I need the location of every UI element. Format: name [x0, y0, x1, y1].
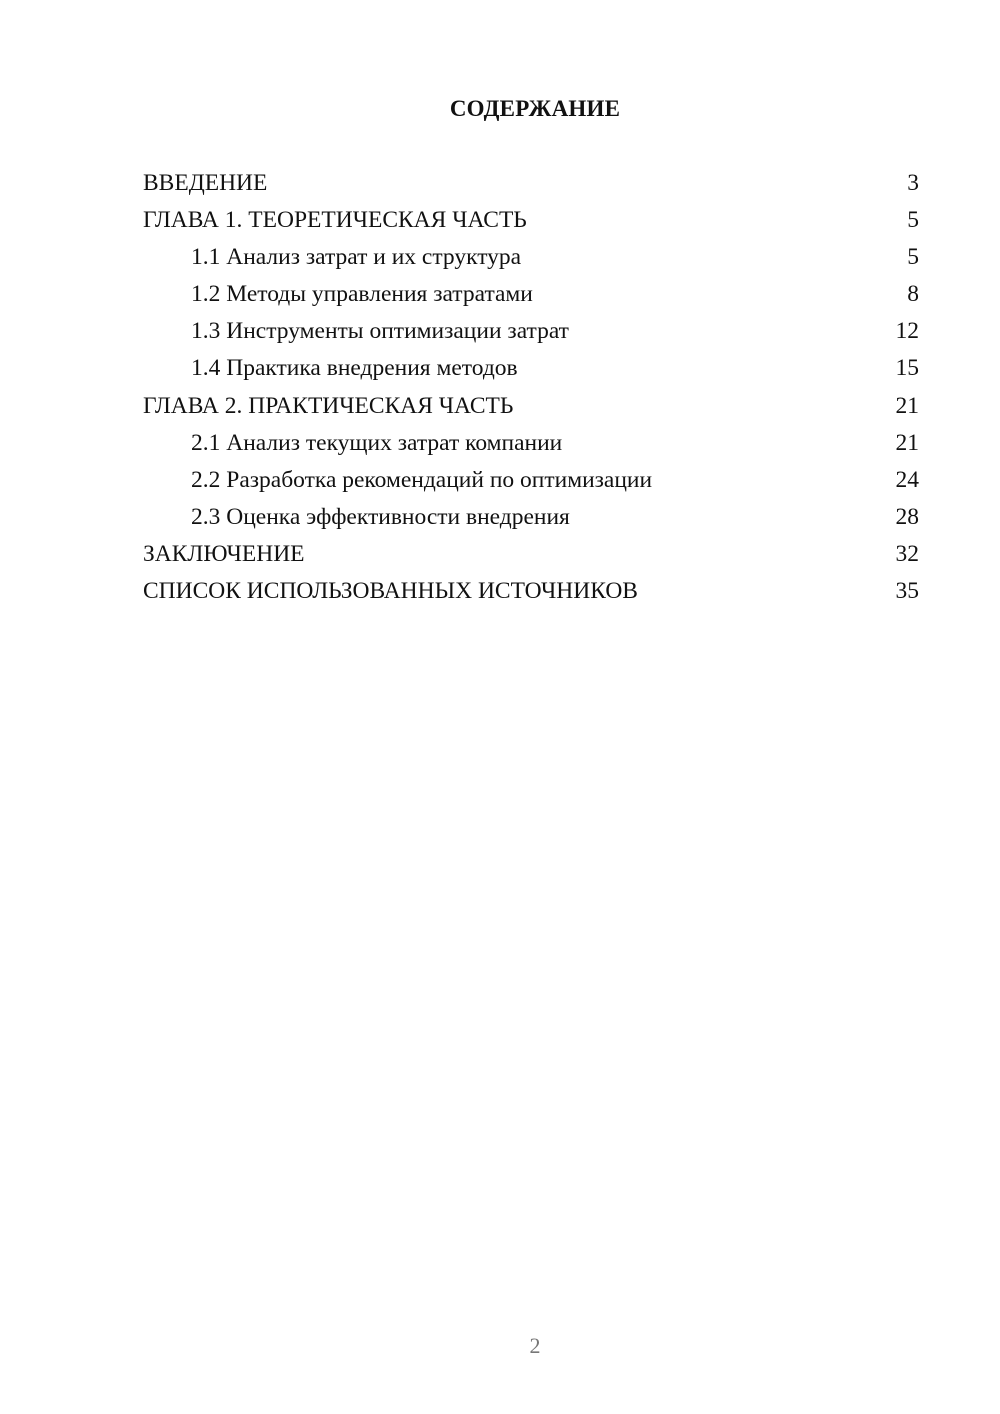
toc-entry-section-2-2[interactable]	[143, 462, 919, 499]
toc-entry-introduction[interactable]	[143, 165, 919, 202]
toc-entry-page: 35	[895, 578, 919, 605]
toc-entry-label: СПИСОК ИСПОЛЬЗОВАННЫХ ИСТОЧНИКОВ	[143, 578, 638, 605]
toc-entry-section-1-2[interactable]	[143, 276, 919, 313]
toc-entry-page: 8	[907, 281, 919, 308]
toc-entry-page: 5	[907, 207, 919, 234]
toc-entry-label: 1.3 Инструменты оптимизации затрат	[191, 318, 569, 345]
toc-entry-page: 32	[895, 540, 919, 567]
toc-entry-page: 3	[907, 170, 919, 196]
toc-entry-page: 21	[895, 429, 919, 456]
toc-entry-conclusion[interactable]	[143, 536, 919, 573]
toc-entry-label: 1.2 Методы управления затратами	[191, 281, 533, 308]
toc-entry-page: 15	[895, 355, 919, 382]
toc-entry-label: 1.1 Анализ затрат и их структура	[191, 244, 522, 271]
toc-entry-page: 24	[895, 466, 919, 493]
toc-entry-references[interactable]	[143, 573, 919, 610]
toc-entry-label: 2.1 Анализ текущих затрат компании	[191, 429, 563, 456]
toc-entry-page: 12	[895, 318, 919, 345]
toc-entry-page: 21	[895, 392, 919, 419]
toc-entry-label: 2.3 Оценка эффективности внедрения	[191, 503, 570, 530]
toc-entry-label: 2.2 Разработка рекомендаций по оптимизации	[191, 466, 653, 493]
table-of-contents	[143, 165, 919, 610]
toc-entry-label: 1.4 Практика внедрения методов	[191, 355, 518, 382]
toc-entry-section-1-3[interactable]	[143, 313, 919, 350]
page-title: СОДЕРЖАНИЕ	[449, 96, 621, 121]
toc-entry-section-2-3[interactable]	[143, 499, 919, 536]
toc-entry-label: ГЛАВА 1. ТЕОРЕТИЧЕСКАЯ ЧАСТЬ	[143, 207, 527, 234]
page-number: 2	[529, 1333, 541, 1358]
toc-entry-page: 28	[895, 503, 919, 530]
toc-entry-section-1-1[interactable]	[143, 239, 919, 276]
toc-entry-section-2-1[interactable]	[143, 425, 919, 462]
toc-entry-chapter-1[interactable]	[143, 202, 919, 239]
toc-entry-page: 5	[907, 244, 919, 271]
toc-entry-chapter-2[interactable]	[143, 388, 919, 425]
toc-entry-label: ГЛАВА 2. ПРАКТИЧЕСКАЯ ЧАСТЬ	[143, 392, 514, 419]
toc-entry-label: ВВЕДЕНИЕ	[143, 170, 268, 196]
toc-entry-label: ЗАКЛЮЧЕНИЕ	[143, 540, 305, 567]
toc-entry-section-1-4[interactable]	[143, 350, 919, 387]
